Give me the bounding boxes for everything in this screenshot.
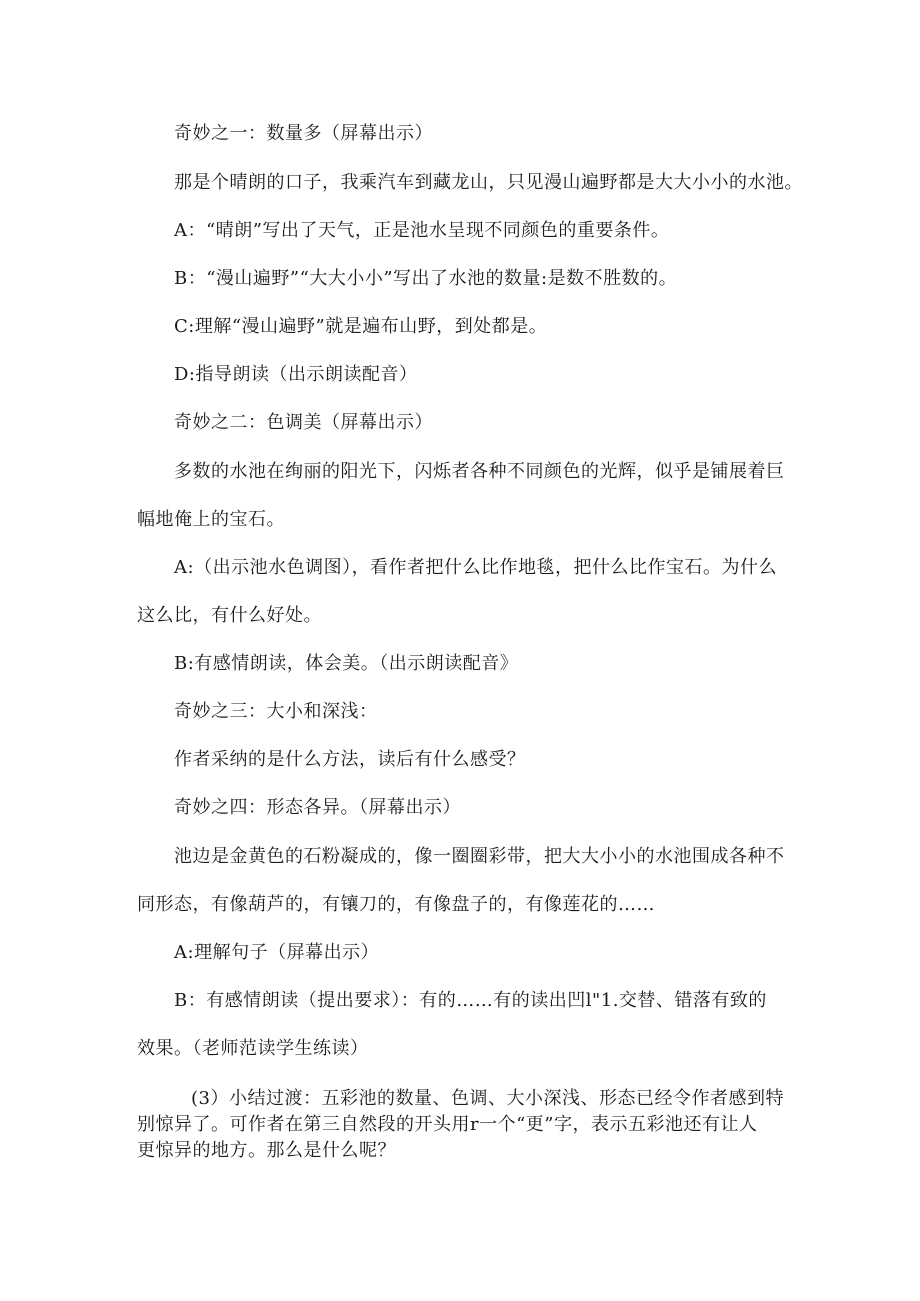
paragraph-line: 多数的水池在绚丽的阳光下，闪烁者各种不同颜色的光辉，似乎是铺展着巨 — [174, 461, 785, 482]
point-b-line: B：“漫山遍野”“大大小小”写出了水池的数量:是数不胜数的。 — [174, 268, 678, 289]
heading-wonder-2: 奇妙之二：色调美（屏幕出示） — [174, 412, 433, 433]
summary-line: (3）小结过渡：五彩池的数量、色调、大小深浅、形态已经令作者感到特 — [191, 1088, 784, 1109]
point-a-line: A：“晴朗”写出了天气，正是池水呈现不同颜色的重要条件。 — [174, 220, 670, 241]
point-a-line-continued: 这么比，有什么好处。 — [137, 605, 322, 626]
point-d-line: D:指导朗读（出示朗读配音） — [174, 364, 418, 385]
paragraph-line: 池边是金黄色的石粉凝成的，像一圈圈彩带，把大大小小的水池围成各种不 — [174, 846, 785, 867]
point-b-line-continued: 效果。（老师范读学生练读） — [137, 1038, 369, 1059]
point-a-line: A:理解句子（屏幕出示） — [174, 942, 380, 963]
paragraph-line: 那是个晴朗的口子，我乘汽车到藏龙山，只见漫山遍野都是大大小小的水池。 — [174, 172, 803, 193]
summary-line-continued: 别惊异了。可作者在第三自然段的开头用r一个“更”字，表示五彩池还有让人 — [137, 1114, 758, 1135]
point-b-line: B:有感情朗读，体会美。（出示朗读配音》 — [174, 653, 519, 674]
paragraph-line: 作者采纳的是什么方法，读后有什么感受？ — [174, 749, 526, 770]
heading-wonder-4: 奇妙之四：形态各异。（屏幕出示） — [174, 797, 461, 818]
point-a-line: A:（出示池水色调图），看作者把什么比作地毯，把什么比作宝石。为什么 — [174, 557, 778, 578]
heading-wonder-1: 奇妙之一：数量多（屏幕出示） — [174, 123, 433, 144]
paragraph-line-continued: 同形态，有像葫芦的，有镶刀的，有像盘子的，有像莲花的…… — [137, 894, 655, 915]
point-b-line: B：有感情朗读（提出要求）：有的……有的读出凹l"1.交替、错落有致的 — [174, 990, 767, 1011]
paragraph-line-continued: 幅地俺上的宝石。 — [137, 509, 285, 530]
summary-line-continued: 更惊异的地方。那么是什么呢？ — [137, 1140, 396, 1161]
point-c-line: C:理解“漫山遍野”就是遍布山野，到处都是。 — [174, 316, 548, 337]
heading-wonder-3: 奇妙之三：大小和深浅： — [174, 701, 378, 722]
